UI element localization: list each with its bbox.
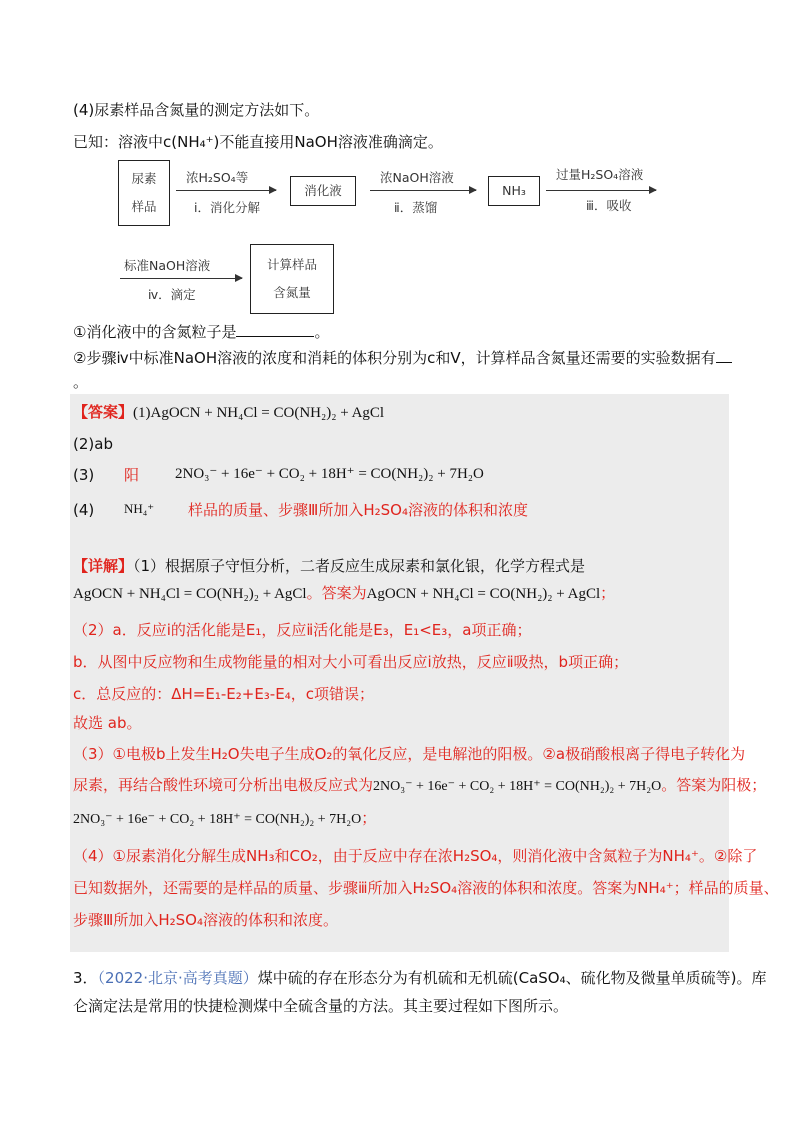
arrow1-bottom-label: ⅰ．消化分解	[194, 200, 260, 215]
answer-blank-2[interactable]	[716, 348, 732, 363]
detail-3c-eq: 2NO₃⁻ + 16e⁻ + CO₂ + 18H⁺ = CO(NH₂)₂ + 7H₂O	[73, 812, 362, 827]
answer-num-4: (4)	[73, 501, 95, 519]
answer-3-equation: 2NO₃⁻ + 16e⁻ + CO₂ + 18H⁺ = CO(NH₂)₂ + 7H₂O	[175, 466, 484, 482]
answer-blank-1[interactable]	[236, 322, 314, 337]
arrow2-bottom-label: ⅱ．蒸馏	[394, 200, 438, 215]
answer-num-3: (3)	[73, 466, 95, 484]
q4-sub1	[73, 322, 329, 342]
answer-line-1	[73, 402, 384, 423]
detail-1b-eq: AgOCN + NH₄Cl = CO(NH₂)₂ + AgCl	[73, 586, 307, 602]
detail-2d: 故选 ab。	[73, 714, 142, 732]
detail-3c-end: ；	[361, 809, 377, 827]
arrow3	[546, 190, 656, 191]
answer-label: 【答案】	[73, 403, 134, 421]
detail-3c	[73, 808, 376, 830]
q4-known: 已知：溶液中c(NH₄⁺)不能直接用NaOH溶液准确滴定。	[73, 133, 443, 151]
arrow4-top-label: 标准NaOH溶液	[124, 258, 211, 273]
q3-line-1	[73, 968, 766, 988]
q4-sub1-text: ①消化液中的含氮粒子是	[73, 323, 237, 341]
arrow2	[370, 190, 476, 191]
detail-1b-mid: 。答案为	[306, 584, 367, 602]
detail-1a: （1）根据原子守恒分析，二者反应生成尿素和氯化银，化学方程式是	[133, 557, 586, 575]
detail-3b-pre: 尿素，再结合酸性环境可分析出电极反应式为	[73, 776, 374, 794]
arrow3-top-label: 过量H₂SO₄溶液	[556, 167, 644, 182]
arrow4	[120, 278, 242, 279]
detail-3b-end: 。答案为阳极；	[661, 776, 767, 794]
answer-4-ion: NH₄⁺	[124, 501, 155, 516]
box-nh3: NH₃	[488, 176, 540, 206]
detail-4c: 步骤Ⅲ所加入H₂SO₄溶液的体积和浓度。	[73, 911, 338, 929]
detail-4a: （4）①尿素消化分解生成NH₃和CO₂，由于反应中存在浓H₂SO₄，则消化液中含氮粒子为NH₄⁺。②除了	[73, 847, 758, 865]
detail-2a: （2）a．反应ⅰ的活化能是E₁，反应ⅱ活化能是E₃，E₁<E₃，a项正确；	[73, 621, 532, 639]
detail-line-1	[73, 556, 585, 576]
q4-sub2-text: ②步骤ⅳ中标准NaOH溶液的浓度和消耗的体积分别为c和V，计算样品含氮量还需要的实验数据有	[73, 349, 716, 367]
answer-4-text: 样品的质量、步骤Ⅲ所加入H₂SO₄溶液的体积和浓度	[188, 501, 528, 519]
q3-line1-text: 煤中硫的存在形态分为有机硫和无机硫(CaSO₄、硫化物及微量单质硫等)。库	[257, 969, 767, 987]
arrow1	[176, 190, 276, 191]
box-calc-line2: 含氮量	[273, 285, 311, 300]
box-digest-liquid: 消化液	[290, 176, 356, 206]
box-urea-sample-line1: 尿素	[131, 171, 157, 186]
box-urea-sample	[118, 160, 170, 226]
detail-3a: （3）①电极b上发生H₂O失电子生成O₂的氧化反应，是电解池的阳极。②a极硝酸根离子得电子转化为	[73, 745, 746, 763]
arrow3-bottom-label: ⅲ．吸收	[586, 198, 632, 213]
box-urea-sample-line2: 样品	[131, 199, 157, 214]
q4-title: (4)尿素样品含氮量的测定方法如下。	[73, 101, 320, 119]
detail-1b	[73, 583, 615, 604]
detail-4b: 已知数据外，还需要的是样品的质量、步骤ⅲ所加入H₂SO₄溶液的体积和浓度。答案为NH₄⁺；样品的质量、	[73, 879, 779, 897]
arrow2-top-label: 浓NaOH溶液	[380, 170, 454, 185]
detail-2b: b．从图中反应物和生成物能量的相对大小可看出反应ⅰ放热，反应ⅱ吸热，b项正确；	[73, 653, 629, 671]
answer-3-anode: 阳	[124, 466, 140, 484]
answer-1: (1)AgOCN + NH₄Cl = CO(NH₂)₂ + AgCl	[133, 405, 385, 421]
detail-2c: c．总反应的：ΔH=E₁-E₂+E₃-E₄，c项错误；	[73, 685, 374, 703]
q4-sub1-end: 。	[314, 323, 330, 341]
detail-1b-end: ；	[600, 584, 616, 602]
detail-label: 【详解】	[73, 557, 134, 575]
q3-line-2: 仑滴定法是常用的快捷检测煤中全硫含量的方法。其主要过程如下图所示。	[73, 997, 569, 1015]
detail-1b-eq2: AgOCN + NH₄Cl = CO(NH₂)₂ + AgCl	[366, 586, 601, 602]
box-calc-line1: 计算样品	[266, 257, 317, 272]
detail-3b	[73, 775, 766, 797]
arrow4-bottom-label: ⅳ．滴定	[148, 287, 196, 302]
box-calc-nitrogen	[250, 244, 334, 314]
arrow1-top-label: 浓H₂SO₄等	[186, 170, 249, 185]
detail-3b-eq: 2NO₃⁻ + 16e⁻ + CO₂ + 18H⁺ = CO(NH₂)₂ + 7H₂O	[373, 779, 662, 794]
q3-number: 3．	[73, 969, 98, 987]
q4-sub2	[73, 348, 732, 368]
answer-2: (2)ab	[73, 435, 113, 453]
q4-sub2-end: 。	[73, 373, 89, 391]
q3-source-link[interactable]: （2022·北京·高考真题）	[97, 969, 258, 987]
